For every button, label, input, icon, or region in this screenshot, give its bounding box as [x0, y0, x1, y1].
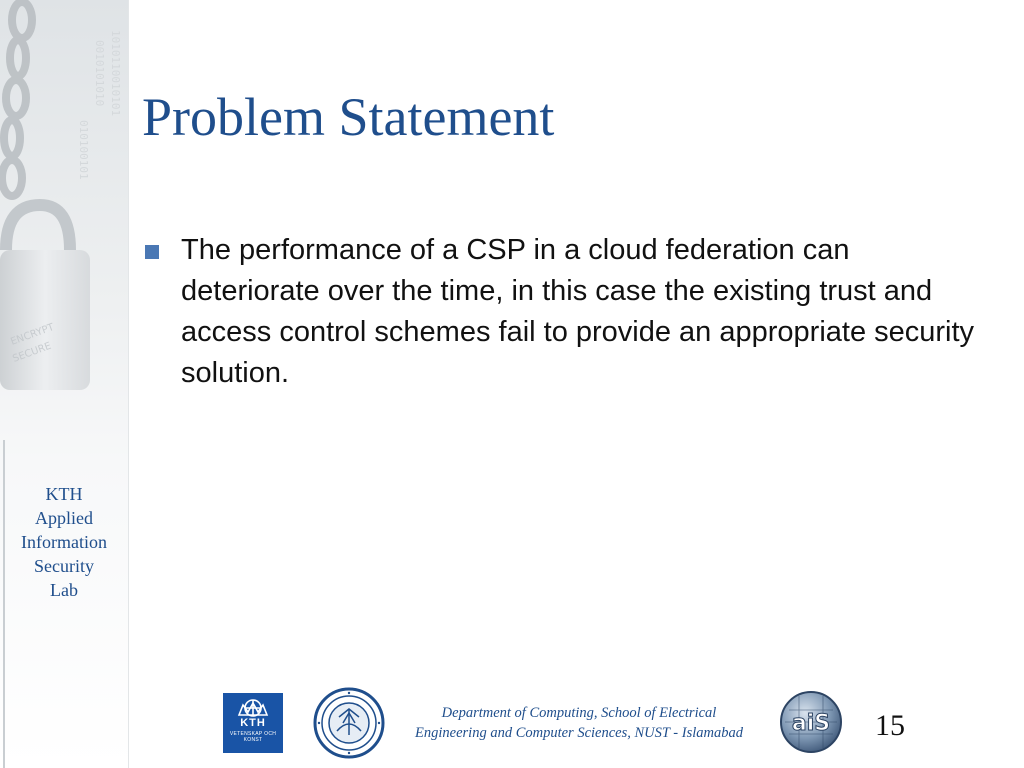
slide-title: Problem Statement — [142, 87, 555, 147]
bullet-text: The performance of a CSP in a cloud federation can deteriorate over the time, in this case the existing trust and access control schemes fail to provide an appropriate security solution. — [181, 234, 975, 389]
department-text: Department of Computing, School of Electrical Engineering and Computer Sciences, NUST - Islamabad — [415, 705, 743, 741]
svg-text:ENCRYPT: ENCRYPT — [9, 321, 56, 348]
sidebar-divider — [3, 440, 5, 768]
kth-logo-text: KTH — [240, 717, 266, 729]
lab-name — [0, 482, 128, 602]
lab-name-line: Security — [34, 556, 94, 576]
lab-name-line: KTH — [45, 484, 83, 504]
kth-logo-subtext: VETENSKAP OCH KONST — [229, 731, 277, 743]
lab-name-line: Information — [21, 532, 107, 552]
lab-name-line: Applied — [35, 508, 93, 528]
ais-logo — [779, 690, 843, 754]
bullet-list — [145, 230, 985, 394]
ais-logo-text: aiS — [791, 711, 831, 736]
square-bullet-icon — [145, 245, 159, 259]
svg-text:0010101010: 0010101010 — [93, 40, 106, 107]
crown-icon — [223, 697, 283, 719]
kth-logo — [223, 693, 283, 753]
bullet-item — [145, 230, 985, 394]
nust-logo — [313, 687, 385, 759]
svg-text:010100101: 010100101 — [77, 120, 90, 180]
page-number: 15 — [875, 709, 905, 742]
lab-name-line: Lab — [50, 580, 78, 600]
svg-text:1010110010101: 1010110010101 — [109, 30, 122, 117]
sidebar — [0, 0, 129, 768]
svg-text:SECURE: SECURE — [11, 340, 53, 365]
padlock-chain-image — [0, 0, 128, 440]
